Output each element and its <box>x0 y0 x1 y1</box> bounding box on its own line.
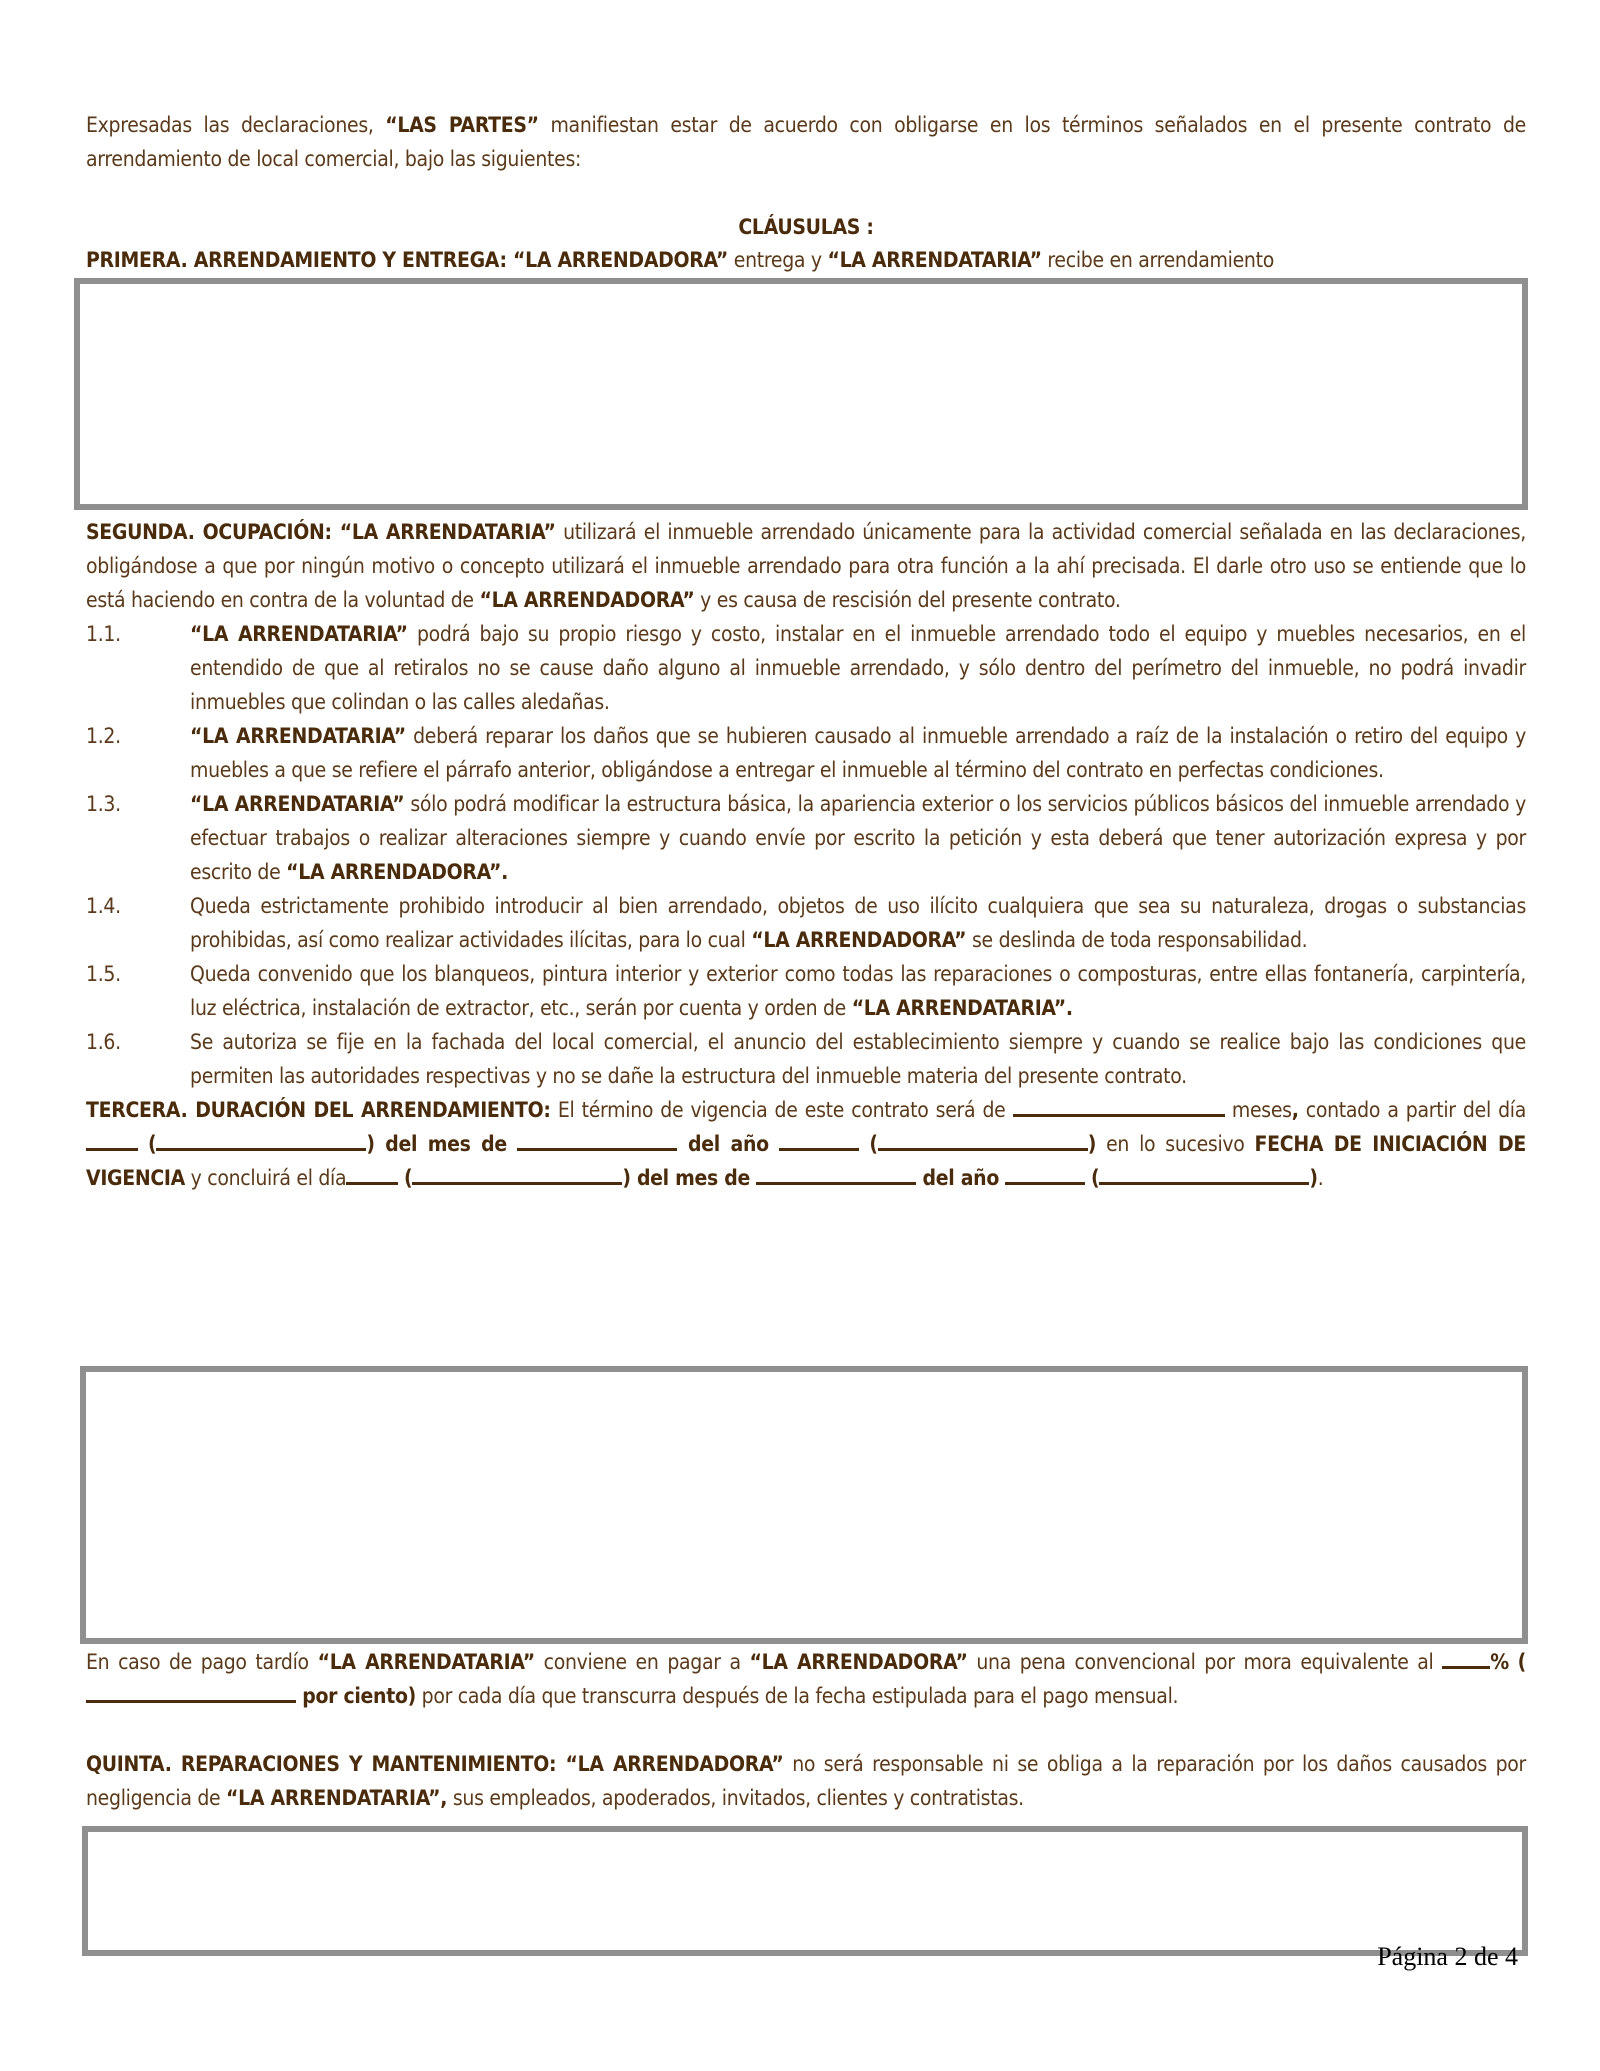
redaction-box-2 <box>80 1366 1528 1644</box>
end-month-blank[interactable] <box>756 1162 916 1185</box>
end-year-blank[interactable] <box>1005 1162 1085 1185</box>
months-blank[interactable] <box>1013 1094 1225 1117</box>
list-item: 1.6. Se autoriza se fije en la fachada del local comercial, el anuncio del establecimiento siempre y cuando se realice bajo las condiciones que permiten las autoridades respectivas y no se dañe la estructura del inmueble materia del presente contrato. <box>86 1030 1526 1088</box>
clause-segunda <box>86 515 1526 1195</box>
start-year-blank[interactable] <box>779 1128 859 1151</box>
intro-paragraph: Expresadas las declaraciones, “LAS PARTES” manifiestan estar de acuerdo con obligarse en los términos señalados en el presente contrato de arrendamiento de local comercial, bajo las siguientes: <box>86 113 1526 171</box>
clause-quinta: QUINTA. REPARACIONES Y MANTENIMIENTO: “LA ARRENDADORA” no será responsable ni se obliga a la reparación por los daños causados por negligencia de “LA ARRENDATARIA”, sus empleados, apoderados, invitados, clientes y contratistas. <box>86 1752 1526 1810</box>
list-item: 1.4. Queda estrictamente prohibido introducir al bien arrendado, objetos de uso ilícito cualquiera que sea su naturaleza, drogas o substancias prohibidas, así como realizar actividades ilícitas, para lo cual “LA ARRENDADORA” se deslinda de toda responsabilidad. <box>86 894 1526 952</box>
clause-segunda-paragraph: SEGUNDA. OCUPACIÓN: “LA ARRENDATARIA” utilizará el inmueble arrendado únicamente para la actividad comercial señalada en las declaraciones, obligándose a que por ningún motivo o concepto utilizará el inmueble arrendado para otra función a la ahí precisada. El darle otro uso se entiende que lo está haciendo en contra de la voluntad de “LA ARRENDADORA” y es causa de rescisión del presente contrato. <box>86 520 1526 612</box>
late-payment-paragraph: En caso de pago tardío “LA ARRENDATARIA” conviene en pagar a “LA ARRENDADORA” una pena convencional por mora equivalente al % ( por ciento) por cada día que transcurra después de la fecha estipulada para el pago mensual. <box>86 1645 1526 1713</box>
clause-quinta-heading: QUINTA. REPARACIONES Y MANTENIMIENTO: “LA ARRENDADORA” <box>86 1752 784 1776</box>
clause-primera: PRIMERA. ARRENDAMIENTO Y ENTREGA: “LA ARRENDADORA” entrega y “LA ARRENDATARIA” recibe en arrendamiento <box>86 248 1274 272</box>
start-month-blank[interactable] <box>517 1128 677 1151</box>
clause-tercera-heading: TERCERA. DURACIÓN DEL ARRENDAMIENTO: <box>86 1098 551 1122</box>
list-item: 1.5. Queda convenido que los blanqueos, pintura interior y exterior como todas las reparaciones o composturas, entre ellas fontanería, carpintería, luz eléctrica, instalación de extractor, etc., serán por cuenta y orden de “LA ARRENDATARIA”. <box>86 962 1526 1020</box>
redaction-box-3 <box>82 1826 1528 1956</box>
list-item: 1.3. “LA ARRENDATARIA” sólo podrá modificar la estructura básica, la apariencia exterior o los servicios públicos básicos del inmueble arrendado y efectuar trabajos o realizar alteraciones siempre y cuando envíe por escrito la petición y esta deberá que tener autorización expresa y por escrito de “LA ARRENDADORA”. <box>86 792 1527 884</box>
clause-primera-heading: PRIMERA. ARRENDAMIENTO Y ENTREGA: “LA ARRENDADORA” <box>86 248 729 272</box>
clause-segunda-heading: SEGUNDA. OCUPACIÓN: “LA ARRENDATARIA” <box>86 520 556 544</box>
percent-words-blank[interactable] <box>86 1680 296 1703</box>
clausulas-title: CLÁUSULAS : <box>738 215 874 239</box>
start-day-blank[interactable] <box>86 1128 138 1151</box>
redaction-box-1 <box>74 278 1528 510</box>
end-day-words-blank[interactable] <box>412 1162 622 1185</box>
page-number: Página 2 de 4 <box>1377 1942 1518 1971</box>
end-year-words-blank[interactable] <box>1099 1162 1309 1185</box>
clause-tercera: TERCERA. DURACIÓN DEL ARRENDAMIENTO: El término de vigencia de este contrato será de meses, contado a partir del día ( ) del mes de del año ( ) en lo sucesivo FECHA DE INICIACIÓN DE VIGENCIA y concluirá el día ( ) del mes de del año ( ). <box>86 1093 1526 1195</box>
start-year-words-blank[interactable] <box>878 1128 1088 1151</box>
end-day-blank[interactable] <box>346 1162 398 1185</box>
start-day-words-blank[interactable] <box>156 1128 366 1151</box>
list-item: 1.2. “LA ARRENDATARIA” deberá reparar los daños que se hubieren causado al inmueble arrendado a raíz de la instalación o retiro del equipo y muebles a que se refiere el párrafo anterior, obligándose a entregar el inmueble al término del contrato en perfectas condiciones. <box>86 724 1526 782</box>
list-item: 1.1. “LA ARRENDATARIA” podrá bajo su propio riesgo y costo, instalar en el inmueble arrendado todo el equipo y muebles necesarios, en el entendido de que al retiralos no se cause daño alguno al inmueble arrendado, y sólo dentro del perímetro del inmueble, no podrá invadir inmuebles que colindan o las calles aledañas. <box>86 622 1526 714</box>
las-partes-bold: “LAS PARTES” <box>385 113 539 137</box>
percent-blank[interactable] <box>1442 1646 1490 1669</box>
